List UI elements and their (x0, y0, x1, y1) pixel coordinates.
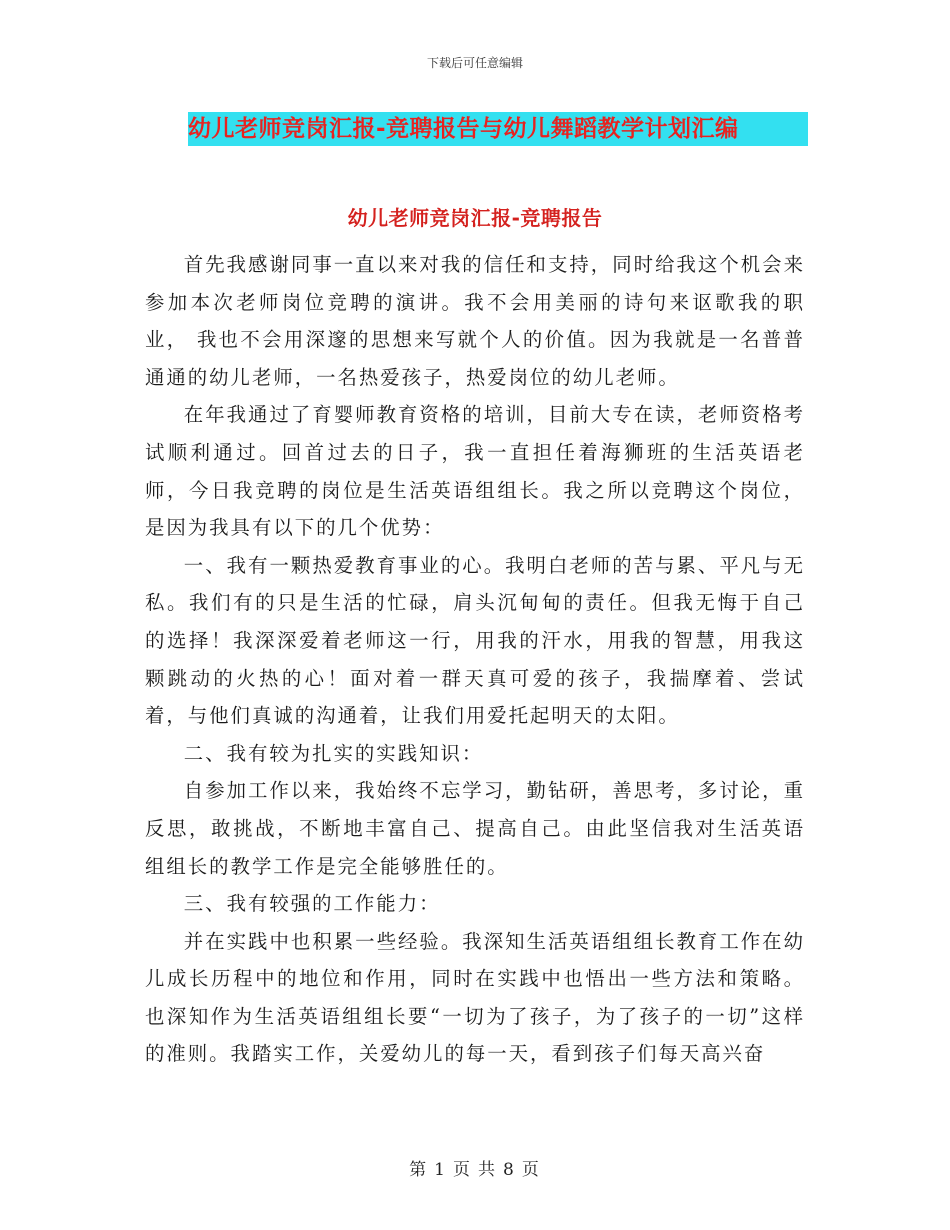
footer-current-page: 1 (434, 1160, 447, 1180)
main-title-highlight (188, 112, 808, 146)
paragraph-background: 在年我通过了育婴师教育资格的培训，目前大专在读，老师资格考试顺利通过。回首过去的日子，我一直担任着海狮班的生活英语老师，今日我竞聘的岗位是生活英语组组长。我之所以竞聘这个岗位，是因为我具有以下的几个优势： (145, 403, 805, 540)
paragraph-advantage-one: 一、我有一颗热爱教育事业的心。我明白老师的苦与累、平凡与无私。我们有的只是生活的忙碌，肩头沉甸甸的责任。但我无悔于自己的选择！我深深爱着老师这一行，用我的汗水，用我的智慧，用我这颗跳动的火热的心！面对着一群天真可爱的孩子，我揣摩着、尝试着，与他们真诚的沟通着，让我们用爱托起明天的太阳。 (145, 553, 805, 728)
paragraph-advantage-three-heading: 三、我有较强的工作能力： (183, 892, 441, 916)
footer-total-word: 共 (478, 1160, 497, 1180)
footer-total-pages: 8 (503, 1160, 516, 1180)
paragraph-intro: 首先我感谢同事一直以来对我的信任和支持，同时给我这个机会来参加本次老师岗位竞聘的演讲。我不会用美丽的诗句来讴歌我的职业， 我也不会用深邃的思想来写就个人的价值。因为我就是一名普普通通的幼儿老师，一名热爱孩子，热爱岗位的幼儿老师。 (145, 253, 805, 389)
footer-page-word: 页 (453, 1160, 472, 1180)
paragraph-advantage-two-heading: 二、我有较为扎实的实践知识： (183, 741, 484, 765)
footer-suffix: 页 (521, 1160, 541, 1180)
paragraph-advantage-three: 并在实践中也积累一些经验。我深知生活英语组组长教育工作在幼儿成长历程中的地位和作用，同时在实践中也悟出一些方法和策略。也深知作为生活英语组组长要“一切为了孩子，为了孩子的一切”这样的准则。我踏实工作，关爱幼儿的每一天，看到孩子们每天高兴奋 (145, 929, 805, 1066)
document-body (145, 246, 805, 1073)
section-title: 幼儿老师竞岗汇报-竞聘报告 (347, 206, 603, 230)
footer-prefix: 第 (409, 1160, 429, 1180)
header-note: 下载后可任意编辑 (426, 56, 523, 70)
main-title: 幼儿老师竞岗汇报-竞聘报告与幼儿舞蹈教学计划汇编 (188, 116, 739, 142)
page-number-footer (0, 1155, 950, 1180)
paragraph-advantage-two: 自参加工作以来，我始终不忘学习，勤钻研，善思考，多讨论，重反思，敢挑战，不断地丰富自己、提高自己。由此坚信我对生活英语组组长的教学工作是完全能够胜任的。 (145, 779, 805, 878)
